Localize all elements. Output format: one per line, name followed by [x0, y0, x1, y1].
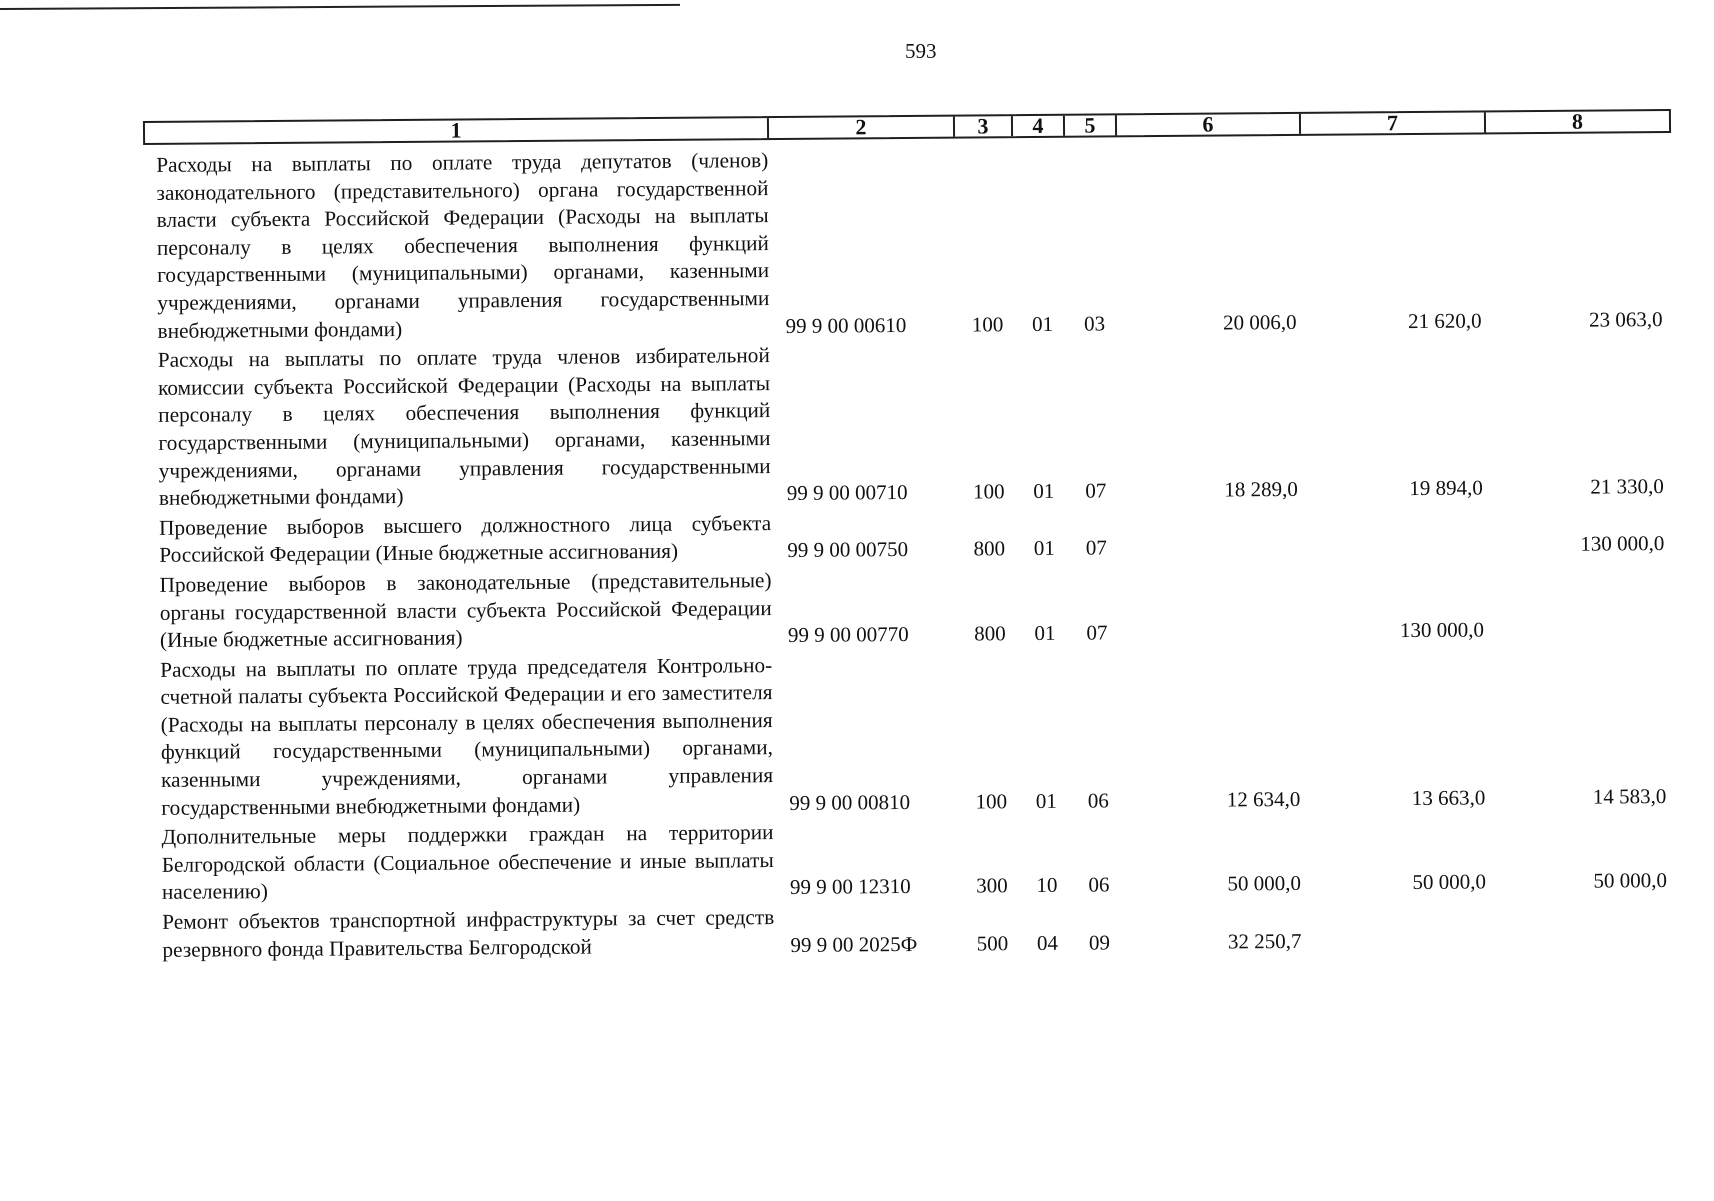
table-row — [147, 645, 1676, 823]
header-cell-3: 3 — [955, 116, 1013, 136]
header-cell-8: 8 — [1571, 108, 1584, 134]
header-cell-1: 1 — [145, 118, 769, 143]
row-subsection: 07 — [1085, 478, 1107, 503]
row-amount-col8: 23 063,0 — [1588, 306, 1663, 332]
row-amount-col8 — [1492, 643, 1667, 644]
row-amount-col7: 50 000,0 — [1412, 869, 1487, 895]
row-amount-col6: 20 006,0 — [1222, 309, 1297, 335]
row-section: 01 — [1033, 478, 1055, 504]
row-amount-col7: 130 000,0 — [1399, 617, 1485, 643]
row-amount-col8: 21 330,0 — [1590, 474, 1664, 499]
row-subsection: 07 — [1085, 535, 1107, 560]
row-description: Расходы на выплаты по оплате труда председателя Контрольно-счетной палаты субъекта Российской Федерации и его заместителя (Расходы на выплаты персоналу в целях обеспечения выполнения функций государственными (муниципальными) органами, казенными учреждениями, органами управления государственными внебюджетными фондами) — [160, 652, 774, 820]
table-row — [149, 897, 1677, 964]
table-row — [148, 812, 1677, 907]
row-target-code: 99 9 00 00750 — [787, 537, 909, 563]
header-cell-2: 2 — [769, 117, 955, 138]
row-expense-type: 300 — [976, 873, 1008, 898]
row-amount-col7 — [1310, 954, 1495, 955]
table-row — [146, 503, 1674, 570]
row-section: 01 — [1034, 620, 1056, 646]
row-amount-col6: 32 250,7 — [1227, 928, 1302, 954]
row-expense-type: 800 — [973, 536, 1006, 561]
page-number: 593 — [905, 39, 937, 63]
row-target-code: 99 9 00 2025Ф — [790, 931, 918, 957]
row-subsection: 06 — [1088, 872, 1110, 898]
row-amount-col6: 18 289,0 — [1224, 477, 1298, 502]
table-row — [145, 335, 1674, 513]
row-description: Расходы на выплаты по оплате труда членов избирательной комиссии субъекта Российской Федерации (Расходы на выплаты персоналу в целях обеспечения выполнения функций государственными (муниципальными) органами, казенными учреждениями, органами управления государственными внебюджетными фондами) — [157, 343, 771, 511]
row-amount-col7: 19 894,0 — [1409, 475, 1483, 501]
row-amount-col7: 13 663,0 — [1411, 785, 1486, 810]
row-target-code: 99 9 00 12310 — [789, 874, 911, 900]
row-section: 01 — [1031, 311, 1054, 336]
row-subsection: 06 — [1087, 788, 1109, 813]
table-row — [143, 140, 1672, 345]
row-description: Проведение выборов в законодательные (представительные) органы государственной власти субъекта Российской Федерации (Иные бюджетные ассигнования) — [159, 567, 772, 652]
row-amount-col8: 130 000,0 — [1580, 531, 1665, 557]
table-header-row — [143, 109, 1671, 145]
row-section: 04 — [1036, 930, 1059, 955]
row-description: Расходы на выплаты по оплате труда депутатов (членов) законодательного (представительного) органа государственной власти субъекта Российской Федерации (Расходы на выплаты персоналу в целях обеспечения выполнения функций государственными (муниципальными) органами, казенными учреждениями, органами управления государственными внебюджетными фондами) — [156, 148, 770, 343]
row-description: Проведение выборов высшего должностного лица субъекта Российской Федерации (Иные бюджетные ассигнования) — [159, 510, 772, 568]
row-section: 10 — [1036, 873, 1058, 898]
row-subsection: 03 — [1083, 311, 1106, 336]
row-amount-col8: 50 000,0 — [1593, 868, 1668, 894]
row-expense-type: 100 — [971, 311, 1004, 337]
row-target-code: 99 9 00 00770 — [787, 622, 909, 648]
header-cell-6: 6 — [1117, 114, 1301, 135]
row-expense-type: 800 — [974, 621, 1006, 646]
row-subsection: 09 — [1088, 930, 1111, 955]
row-section: 01 — [1035, 788, 1057, 813]
table-body — [143, 140, 1677, 966]
row-section: 01 — [1033, 536, 1055, 561]
row-expense-type: 500 — [976, 930, 1009, 956]
row-description: Дополнительные меры поддержки граждан на территории Белгородской области (Социальное обеспечение и иные выплаты населению) — [161, 820, 774, 905]
row-amount-col8 — [1495, 952, 1670, 953]
row-target-code: 99 9 00 00710 — [786, 480, 908, 506]
row-expense-type: 100 — [975, 788, 1008, 814]
table-row — [146, 560, 1675, 655]
row-target-code: 99 9 00 00610 — [785, 312, 907, 338]
row-description: Ремонт объектов транспортной инфраструктуры за счет средств резервного фонда Правительства Белгородской — [162, 905, 775, 962]
row-amount-col7: 21 620,0 — [1407, 308, 1482, 333]
row-amount-col6: 50 000,0 — [1227, 871, 1302, 896]
row-amount-col6: 12 634,0 — [1226, 786, 1301, 812]
row-expense-type: 100 — [973, 479, 1005, 504]
header-cell-5: 5 — [1065, 115, 1117, 135]
row-subsection: 07 — [1086, 620, 1108, 645]
header-cell-4: 4 — [1013, 116, 1065, 136]
header-cell-7: 7 — [1301, 112, 1486, 133]
row-amount-col8: 14 583,0 — [1592, 783, 1667, 809]
row-target-code: 99 9 00 00810 — [789, 789, 911, 815]
